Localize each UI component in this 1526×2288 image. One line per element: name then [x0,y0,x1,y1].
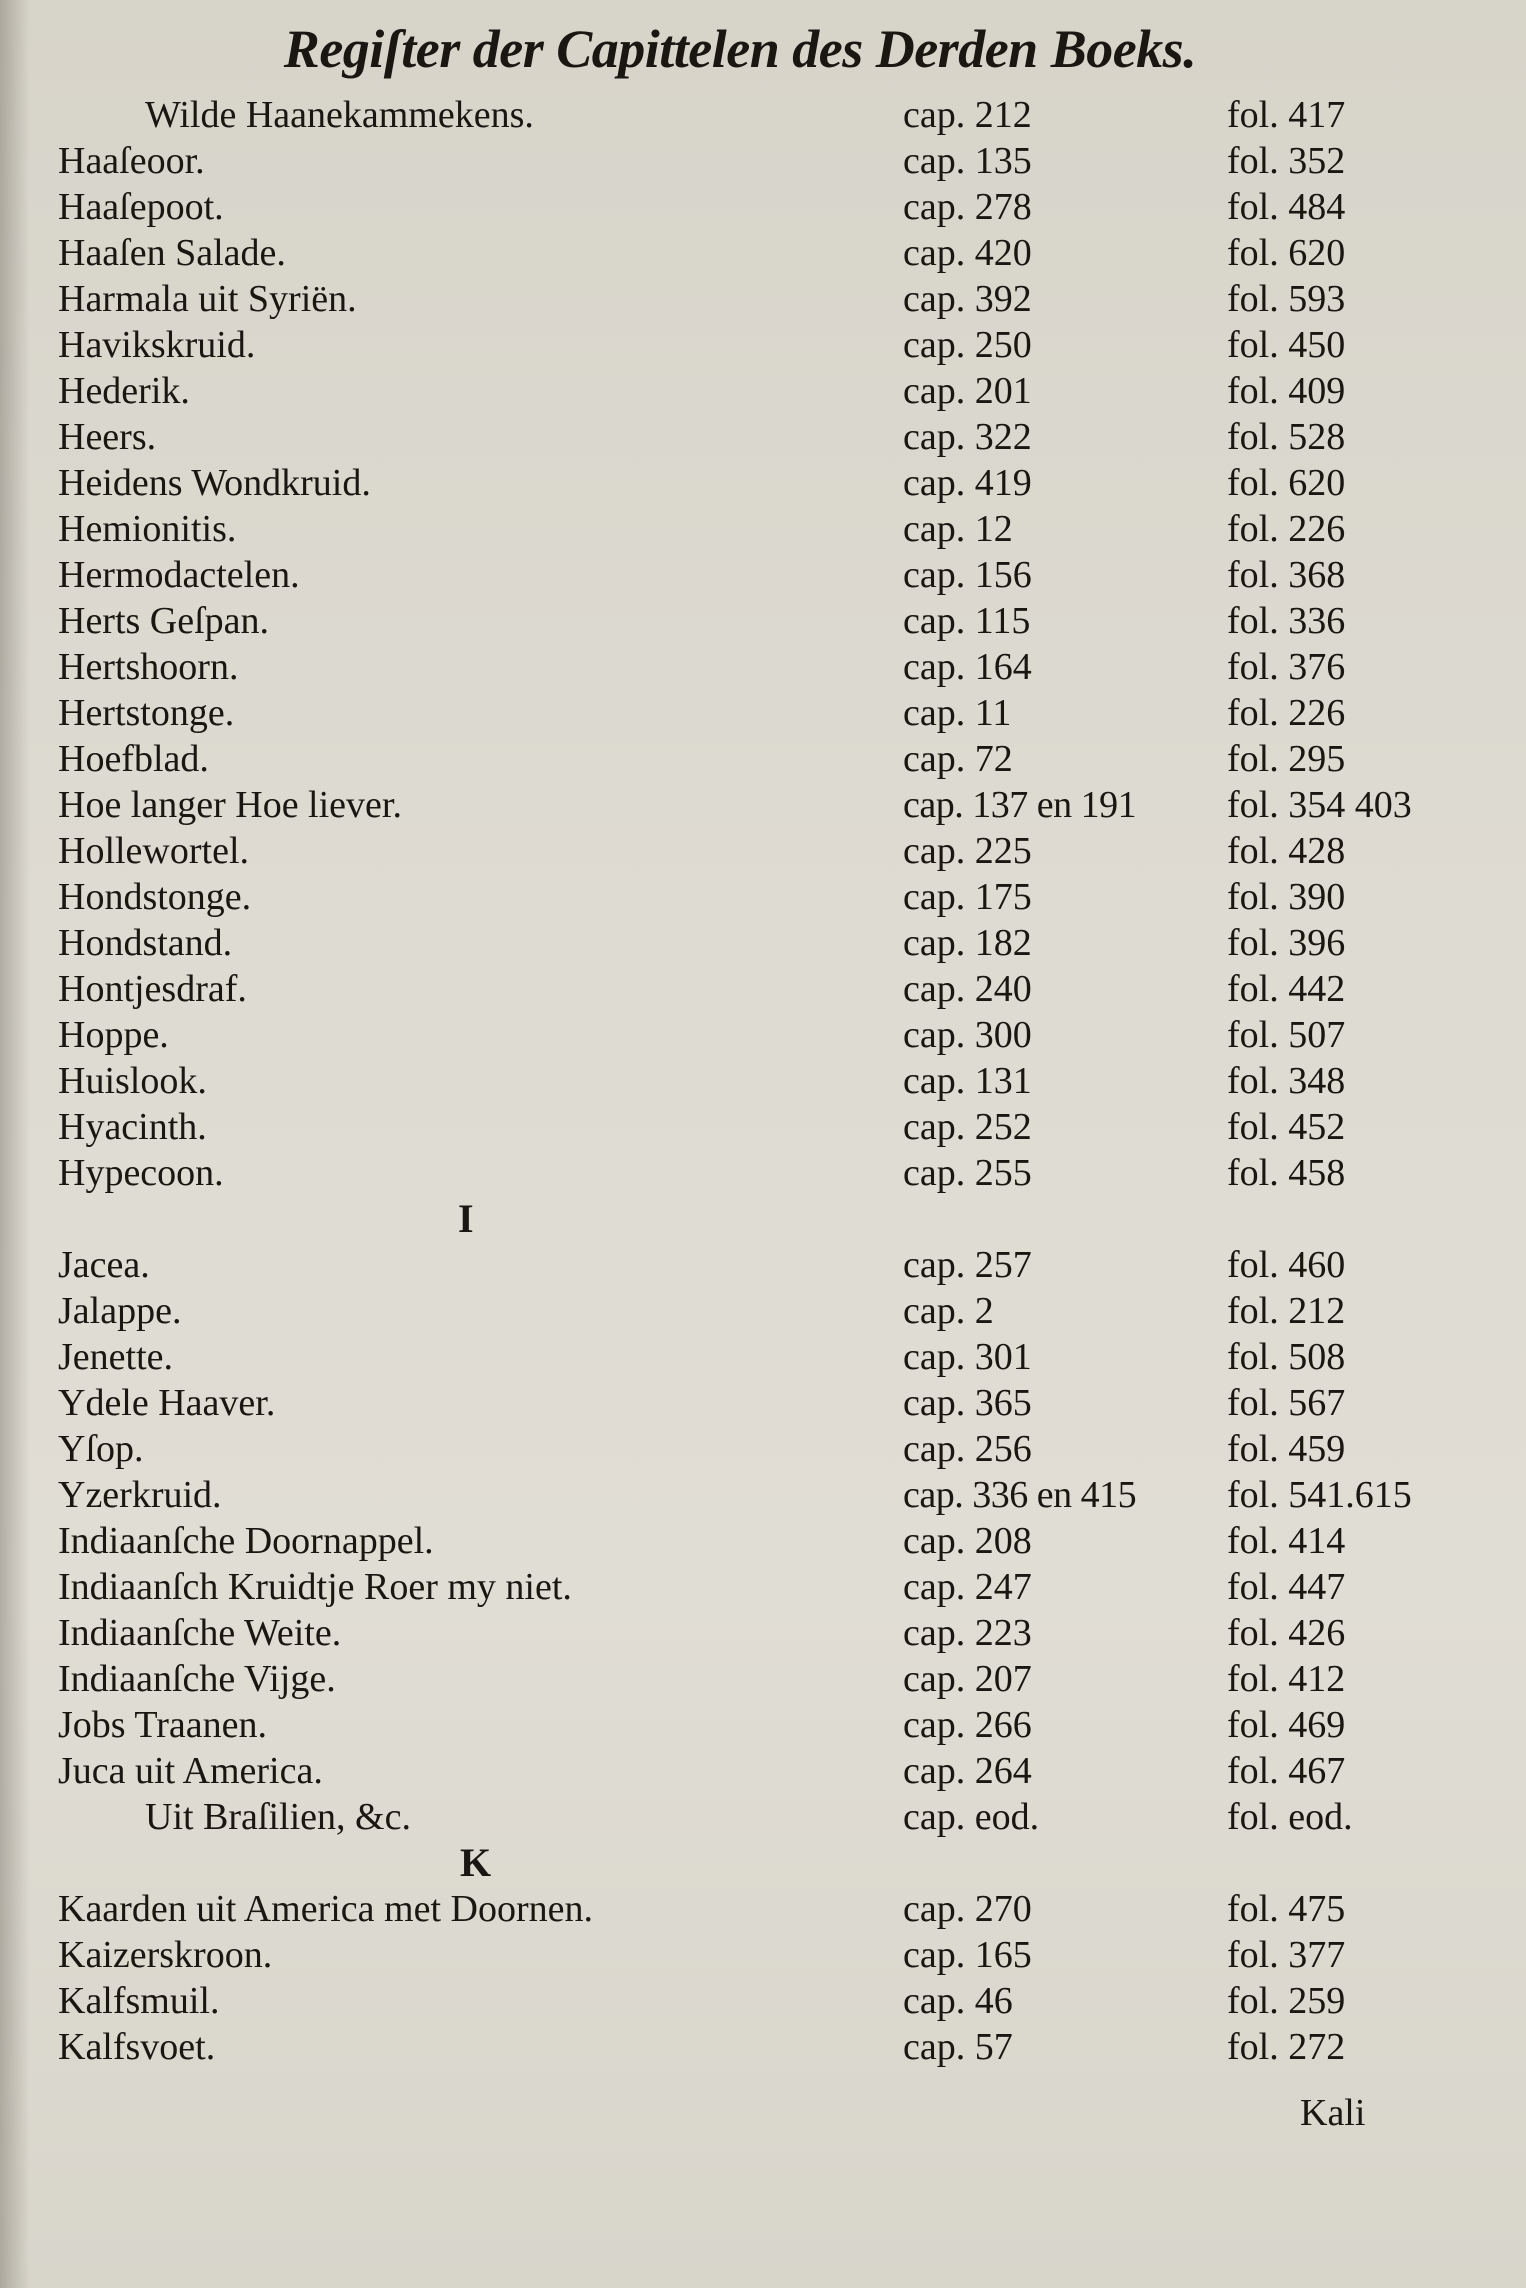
register-entry [0,1242,1526,1288]
entry-name: Hoefblad. [58,738,209,780]
entry-name: Hondstand. [58,922,233,964]
entry-chapter: cap. 420 [903,232,1032,274]
entry-name: Hermodactelen. [58,554,300,596]
entry-chapter: cap. 12 [903,508,1013,550]
entry-folio: fol. 417 [1227,94,1346,136]
entry-chapter: cap. 182 [903,922,1032,964]
catchword: Kali [1300,2092,1366,2134]
entry-name: Kaizerskroon. [58,1934,273,1976]
register-entry [0,322,1526,368]
entry-folio: fol. 348 [1227,1060,1346,1102]
section-letter-i: I [458,1196,474,1241]
register-entry [0,1334,1526,1380]
register-entry [0,690,1526,736]
entry-chapter: cap. 156 [903,554,1032,596]
entry-chapter: cap. 212 [903,94,1032,136]
entry-chapter: cap. 322 [903,416,1032,458]
entry-name: Indiaanſche Vijge. [58,1658,336,1700]
entry-folio: fol. 409 [1227,370,1346,412]
entry-chapter: cap. 223 [903,1612,1032,1654]
entry-name: Jalappe. [58,1290,182,1332]
entry-folio: fol. 259 [1227,1980,1346,2022]
entry-chapter: cap. 57 [903,2026,1013,2068]
entry-folio: fol. 212 [1227,1290,1346,1332]
entry-chapter: cap. 255 [903,1152,1032,1194]
register-entry [0,874,1526,920]
entry-folio: fol. 541.615 [1227,1474,1412,1516]
entry-name: Haaſepoot. [58,186,224,228]
entry-chapter: cap. 419 [903,462,1032,504]
register-entry [0,782,1526,828]
entry-folio: fol. 442 [1227,968,1346,1010]
entry-folio: fol. 376 [1227,646,1346,688]
register-entry [0,1564,1526,1610]
register-entry [0,1288,1526,1334]
entry-chapter: cap. 250 [903,324,1032,366]
entry-name: Haaſeoor. [58,140,205,182]
entry-name: Yzerkruid. [58,1474,222,1516]
entry-folio: fol. 450 [1227,324,1346,366]
entry-folio: fol. 469 [1227,1704,1346,1746]
register-entry [0,1518,1526,1564]
entry-folio: fol. 508 [1227,1336,1346,1378]
entry-name: Herts Geſpan. [58,600,270,642]
entry-folio: fol. 354 403 [1227,784,1412,826]
entry-folio: fol. 352 [1227,140,1346,182]
entry-folio: fol. 460 [1227,1244,1346,1286]
entry-folio: fol. 377 [1227,1934,1346,1976]
entry-folio: fol. 390 [1227,876,1346,918]
entry-name: Wilde Haanekammekens. [145,94,534,136]
entry-folio: fol. 528 [1227,416,1346,458]
entry-folio: fol. 295 [1227,738,1346,780]
entry-chapter: cap. 252 [903,1106,1032,1148]
register-entry [0,1104,1526,1150]
entry-chapter: cap. 164 [903,646,1032,688]
entry-folio: fol. 452 [1227,1106,1346,1148]
entry-folio: fol. 414 [1227,1520,1346,1562]
entry-name: Huislook. [58,1060,207,1102]
entry-chapter: cap. 270 [903,1888,1032,1930]
entry-name: Havikskruid. [58,324,256,366]
entry-name: Jobs Traanen. [58,1704,268,1746]
entry-name: Hemionitis. [58,508,237,550]
entry-folio: fol. 593 [1227,278,1346,320]
register-entry [0,1380,1526,1426]
entry-chapter: cap. 278 [903,186,1032,228]
entry-chapter: cap. 46 [903,1980,1013,2022]
entry-name: Hoppe. [58,1014,169,1056]
entry-folio: fol. 620 [1227,462,1346,504]
entry-folio: fol. 428 [1227,830,1346,872]
entry-folio: fol. 467 [1227,1750,1346,1792]
register-entry [0,1794,1526,1840]
entry-name: Indiaanſche Weite. [58,1612,342,1654]
entry-chapter: cap. 137 en 191 [903,784,1137,826]
entry-name: Kalfsvoet. [58,2026,216,2068]
entry-folio: fol. 507 [1227,1014,1346,1056]
entry-name: Hederik. [58,370,190,412]
register-entry [0,1656,1526,1702]
register-entry [0,598,1526,644]
entry-folio: fol. 396 [1227,922,1346,964]
entry-folio: fol. eod. [1227,1796,1353,1838]
entry-chapter: cap. 2 [903,1290,994,1332]
entry-folio: fol. 459 [1227,1428,1346,1470]
entry-chapter: cap. 264 [903,1750,1032,1792]
entry-chapter: cap. 365 [903,1382,1032,1424]
register-entry [0,414,1526,460]
register-entry [0,1978,1526,2024]
entry-name: Kaarden uit America met Doornen. [58,1888,593,1930]
register-entry [0,1012,1526,1058]
entry-name: Yſop. [58,1428,144,1470]
register-entry [0,1610,1526,1656]
entry-folio: fol. 368 [1227,554,1346,596]
entry-chapter: cap. 72 [903,738,1013,780]
entry-name: Hypecoon. [58,1152,224,1194]
entry-chapter: cap. 225 [903,830,1032,872]
entry-name: Ydele Haaver. [58,1382,276,1424]
entry-chapter: cap. 208 [903,1520,1032,1562]
entry-name: Jacea. [58,1244,150,1286]
entry-chapter: cap. 201 [903,370,1032,412]
entry-folio: fol. 272 [1227,2026,1346,2068]
register-entry [0,276,1526,322]
entry-folio: fol. 226 [1227,692,1346,734]
register-entry [0,1426,1526,1472]
entry-name: Juca uit America. [58,1750,323,1792]
entry-name: Heidens Wondkruid. [58,462,371,504]
entry-name: Hyacinth. [58,1106,207,1148]
entry-chapter: cap. 11 [903,692,1012,734]
entry-chapter: cap. 175 [903,876,1032,918]
entry-folio: fol. 458 [1227,1152,1346,1194]
register-entry [0,368,1526,414]
entry-chapter: cap. 392 [903,278,1032,320]
register-entry [0,460,1526,506]
register-entry [0,1932,1526,1978]
entry-chapter: cap. 257 [903,1244,1032,1286]
entry-name: Harmala uit Syriën. [58,278,357,320]
entry-chapter: cap. 256 [903,1428,1032,1470]
register-entry [0,736,1526,782]
section-letter-k: K [460,1840,492,1885]
entry-chapter: cap. 266 [903,1704,1032,1746]
entry-chapter: cap. 336 en 415 [903,1474,1137,1516]
entry-name: Hollewortel. [58,830,250,872]
register-entry [0,2024,1526,2070]
entry-chapter: cap. 115 [903,600,1031,642]
register-entry [0,1472,1526,1518]
entry-name: Indiaanſche Doornappel. [58,1520,434,1562]
entry-folio: fol. 426 [1227,1612,1346,1654]
entry-chapter: cap. eod. [903,1796,1040,1838]
entry-name: Heers. [58,416,157,458]
entry-folio: fol. 484 [1227,186,1346,228]
entry-chapter: cap. 131 [903,1060,1032,1102]
entry-name: Hertstonge. [58,692,235,734]
register-entry [0,184,1526,230]
entry-chapter: cap. 207 [903,1658,1032,1700]
entry-name: Haaſen Salade. [58,232,286,274]
entry-name: Hondstonge. [58,876,252,918]
entry-chapter: cap. 301 [903,1336,1032,1378]
entry-chapter: cap. 165 [903,1934,1032,1976]
register-entry [0,828,1526,874]
entry-name: Hertshoorn. [58,646,239,688]
entry-chapter: cap. 135 [903,140,1032,182]
entry-folio: fol. 336 [1227,600,1346,642]
register-entry [0,506,1526,552]
entry-chapter: cap. 247 [903,1566,1032,1608]
register-entry [0,1702,1526,1748]
entry-folio: fol. 447 [1227,1566,1346,1608]
entry-name: Hoe langer Hoe liever. [58,784,402,826]
register-entry [0,920,1526,966]
register-entry [0,644,1526,690]
entry-folio: fol. 620 [1227,232,1346,274]
entry-folio: fol. 567 [1227,1382,1346,1424]
entry-name: Uit Braſilien, &c. [145,1796,411,1838]
entry-chapter: cap. 300 [903,1014,1032,1056]
register-entry [0,1150,1526,1196]
entry-name: Hontjesdraf. [58,968,247,1010]
register-entry [0,1748,1526,1794]
register-entry [0,92,1526,138]
register-entry [0,966,1526,1012]
entry-chapter: cap. 240 [903,968,1032,1010]
register-entry [0,138,1526,184]
entry-folio: fol. 226 [1227,508,1346,550]
running-head: Regiſter der Capittelen des Derden Boeks. [283,19,1197,79]
entry-name: Jenette. [58,1336,174,1378]
register-entry [0,230,1526,276]
entry-name: Kalfsmuil. [58,1980,220,2022]
entry-folio: fol. 412 [1227,1658,1346,1700]
register-entry [0,1058,1526,1104]
register-entry [0,1886,1526,1932]
register-entry [0,552,1526,598]
entry-folio: fol. 475 [1227,1888,1346,1930]
entry-name: Indiaanſch Kruidtje Roer my niet. [58,1566,572,1608]
